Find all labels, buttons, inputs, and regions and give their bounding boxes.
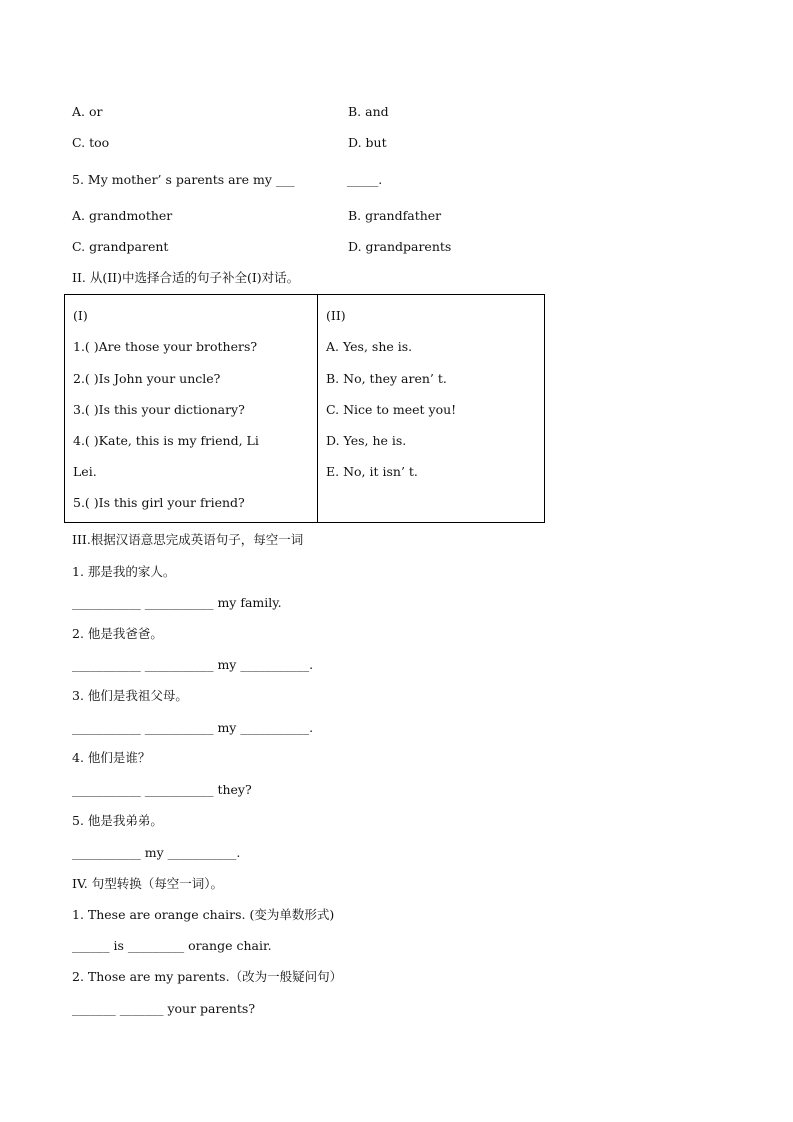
dialogue-item: 1.( )Are those your brothers? [73,339,258,354]
dialogue-item: 2.( )Is John your uncle? [73,371,221,386]
chinese-prompt: 1. 那是我的家人。 [72,564,176,579]
answer-line: _______ _______ your parents? [72,1001,256,1016]
chinese-prompt: 2. 他是我爸爸。 [72,626,163,641]
answer-line: ___________ my ___________. [72,845,241,860]
section-3-heading: III.根据汉语意思完成英语句子，每空一词 [72,532,304,547]
section-2-heading: II. 从(II)中选择合适的句子补全(I)对话。 [72,270,300,285]
option-d: D. but [348,135,387,150]
option-c: C. too [72,135,110,150]
option-d: D. grandparents [348,239,452,254]
question-5-blank: _____. [347,172,383,187]
chinese-prompt: 5. 他是我弟弟。 [72,813,163,828]
dialogue-item: 4.( )Kate, this is my friend, Li [73,433,259,448]
answer-line: ___________ ___________ my ___________. [72,657,314,672]
option-c: C. grandparent [72,239,169,254]
question-5-stem: 5. My mother’ s parents are my ___ [72,172,295,187]
dialogue-item: 3.( )Is this your dictionary? [73,402,245,417]
answer-line: ___________ ___________ my family. [72,595,282,610]
dialogue-item-continued: Lei. [73,464,97,479]
right-column [318,295,545,523]
option-b: B. grandfather [348,208,442,223]
left-header: (I) [73,308,88,323]
chinese-prompt: 4. 他们是谁？ [72,750,151,765]
transform-question: 2. Those are my parents.（改为一般疑问句） [72,969,343,984]
answer-line: ___________ ___________ my ___________. [72,720,314,735]
dialogue-item: 5.( )Is this girl your friend? [73,495,245,510]
response-item: C. Nice to meet you! [326,402,457,417]
answer-line: ___________ ___________ they? [72,782,252,797]
option-b: B. and [348,104,389,119]
response-item: E. No, it isn’ t. [326,464,418,479]
response-item: D. Yes, he is. [326,433,407,448]
option-a: A. or [72,104,103,119]
matching-table [64,294,545,523]
response-item: B. No, they aren’ t. [326,371,447,386]
chinese-prompt: 3. 他们是我祖父母。 [72,688,188,703]
answer-line: ______ is _________ orange chair. [72,938,272,953]
transform-question: 1. These are orange chairs. (变为单数形式) [72,907,335,922]
option-a: A. grandmother [72,208,173,223]
section-4-heading: IV. 句型转换（每空一词）。 [72,876,223,891]
response-item: A. Yes, she is. [326,339,413,354]
right-header: (II) [326,308,346,323]
left-column [65,295,318,523]
